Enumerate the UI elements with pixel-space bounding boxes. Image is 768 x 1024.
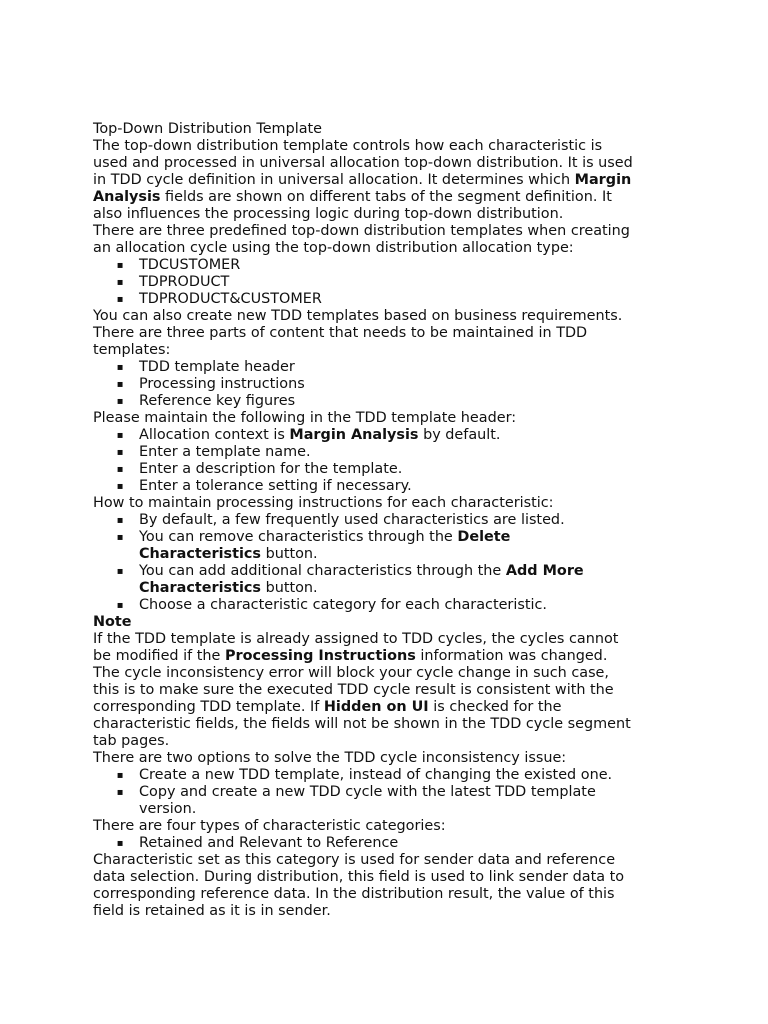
bold-text: Delete [457, 529, 511, 545]
text-line: There are three parts of content that needs to be maintained in TDD [93, 325, 588, 341]
template-parts-paragraph [93, 308, 683, 410]
text-run: be modified if the [93, 648, 225, 664]
bold-text: Processing Instructions [224, 648, 416, 664]
list-item [93, 597, 683, 614]
text-line: There are two options to solve the TDD cycle inconsistency issue: [93, 750, 567, 766]
document-title: Top-Down Distribution Template [93, 121, 323, 137]
text-line: Characteristic set as this category is used for sender data and reference [93, 852, 616, 868]
list-item [93, 274, 683, 291]
predefined-templates-list [93, 257, 683, 308]
text-run: corresponding TDD template. If [93, 699, 324, 715]
bold-text: Analysis [93, 189, 161, 205]
list-item [93, 427, 683, 444]
characteristic-categories-paragraph [93, 818, 683, 920]
bullet-icon: ▪ [116, 260, 124, 271]
text-line: used and processed in universal allocation top-down distribution. It is used [93, 155, 633, 171]
list-item-text: Reference key figures [139, 393, 296, 409]
list-item [93, 767, 683, 784]
bullet-icon: ▪ [116, 838, 124, 849]
text-line [93, 699, 683, 716]
list-item [93, 393, 683, 410]
characteristic-categories-list [93, 835, 683, 852]
text-run: button. [261, 546, 318, 562]
text-line: also influences the processing logic during top-down distribution. [93, 206, 564, 222]
template-header-list [93, 427, 683, 495]
text-line: tab pages. [93, 733, 170, 749]
bullet-icon: ▪ [116, 277, 124, 288]
text-run: fields are shown on different tabs of the segment definition. It [160, 189, 612, 205]
bullet-icon: ▪ [116, 294, 124, 305]
bold-text: Margin Analysis [289, 427, 419, 443]
text-line: How to maintain processing instructions for each characteristic: [93, 495, 554, 511]
inconsistency-options-list [93, 767, 683, 818]
list-item [93, 444, 683, 461]
list-item-text: TDPRODUCT&CUSTOMER [139, 291, 322, 307]
bold-text: Margin [574, 172, 632, 188]
text-line: corresponding reference data. In the distribution result, the value of this [93, 886, 615, 902]
bullet-icon: ▪ [116, 481, 124, 492]
list-item [93, 359, 683, 376]
bullet-icon: ▪ [116, 600, 124, 611]
list-item-text: TDPRODUCT [139, 274, 230, 290]
bold-text: Characteristics [139, 546, 261, 562]
list-item-text: version. [139, 801, 197, 817]
bullet-icon: ▪ [116, 362, 124, 373]
text-line: There are four types of characteristic categories: [93, 818, 446, 834]
bold-text: Hidden on UI [323, 699, 429, 715]
bullet-icon: ▪ [116, 787, 124, 798]
bold-text: Add More [505, 563, 584, 579]
text-line: If the TDD template is already assigned to TDD cycles, the cycles cannot [93, 631, 619, 647]
list-item-text: Processing instructions [139, 376, 305, 392]
text-line: field is retained as it is in sender. [93, 903, 331, 919]
text-line: templates: [93, 342, 171, 358]
bullet-icon: ▪ [116, 464, 124, 475]
list-item-text: Choose a characteristic category for each characteristic. [139, 597, 547, 613]
processing-instructions-paragraph [93, 495, 683, 614]
list-item [93, 835, 683, 852]
note-section [93, 614, 683, 750]
bullet-icon: ▪ [116, 396, 124, 407]
note-heading: Note [93, 614, 132, 630]
text-line: an allocation cycle using the top-down distribution allocation type: [93, 240, 574, 256]
list-item-text: Enter a template name. [139, 444, 311, 460]
text-run: Allocation context is [139, 427, 290, 443]
template-parts-list [93, 359, 683, 410]
list-item-text: Enter a tolerance setting if necessary. [139, 478, 412, 494]
bullet-icon: ▪ [116, 566, 124, 577]
list-item-text: TDD template header [139, 359, 295, 375]
text-line [93, 172, 683, 189]
bullet-icon: ▪ [116, 430, 124, 441]
list-item [93, 257, 683, 274]
text-line [93, 189, 683, 206]
list-item-text: Retained and Relevant to Reference [139, 835, 399, 851]
text-line: The top-down distribution template controls how each characteristic is [93, 138, 603, 154]
list-item [93, 291, 683, 308]
text-line: characteristic fields, the fields will not be shown in the TDD cycle segment [93, 716, 631, 732]
text-line: You can also create new TDD templates based on business requirements. [93, 308, 623, 324]
text-run: You can add additional characteristics through the [139, 563, 506, 579]
list-item [93, 461, 683, 478]
list-item [93, 376, 683, 393]
text-line: Please maintain the following in the TDD template header: [93, 410, 517, 426]
text-run: button. [261, 580, 318, 596]
list-item [93, 529, 683, 563]
text-line: The cycle inconsistency error will block your cycle change in such case, [93, 665, 609, 681]
list-item [93, 512, 683, 529]
inconsistency-options-paragraph [93, 750, 683, 818]
text-run: is checked for the [428, 699, 562, 715]
processing-instructions-list [93, 512, 683, 614]
text-line: There are three predefined top-down distribution templates when creating [93, 223, 630, 239]
text-run: in TDD cycle definition in universal allocation. It determines which [93, 172, 575, 188]
list-item-text: Create a new TDD template, instead of changing the existed one. [139, 767, 613, 783]
document-page [93, 121, 683, 920]
predefined-templates-paragraph [93, 223, 683, 308]
text-run: by default. [418, 427, 501, 443]
text-line: this is to make sure the executed TDD cycle result is consistent with the [93, 682, 614, 698]
intro-paragraph [93, 138, 683, 223]
text-run: You can remove characteristics through the [139, 529, 458, 545]
text-line [93, 648, 683, 665]
list-item-text: By default, a few frequently used characteristics are listed. [139, 512, 565, 528]
text-line: data selection. During distribution, this field is used to link sender data to [93, 869, 625, 885]
list-item [93, 563, 683, 597]
list-item [93, 784, 683, 818]
list-item-text: TDCUSTOMER [139, 257, 241, 273]
text-run: information was changed. [415, 648, 608, 664]
list-item [93, 478, 683, 495]
bullet-icon: ▪ [116, 379, 124, 390]
template-header-paragraph [93, 410, 683, 495]
bullet-icon: ▪ [116, 770, 124, 781]
bold-text: Characteristics [139, 580, 261, 596]
list-item-text: Copy and create a new TDD cycle with the latest TDD template [139, 784, 596, 800]
bullet-icon: ▪ [116, 447, 124, 458]
bullet-icon: ▪ [116, 515, 124, 526]
list-item-text: Enter a description for the template. [139, 461, 403, 477]
bullet-icon: ▪ [116, 532, 124, 543]
